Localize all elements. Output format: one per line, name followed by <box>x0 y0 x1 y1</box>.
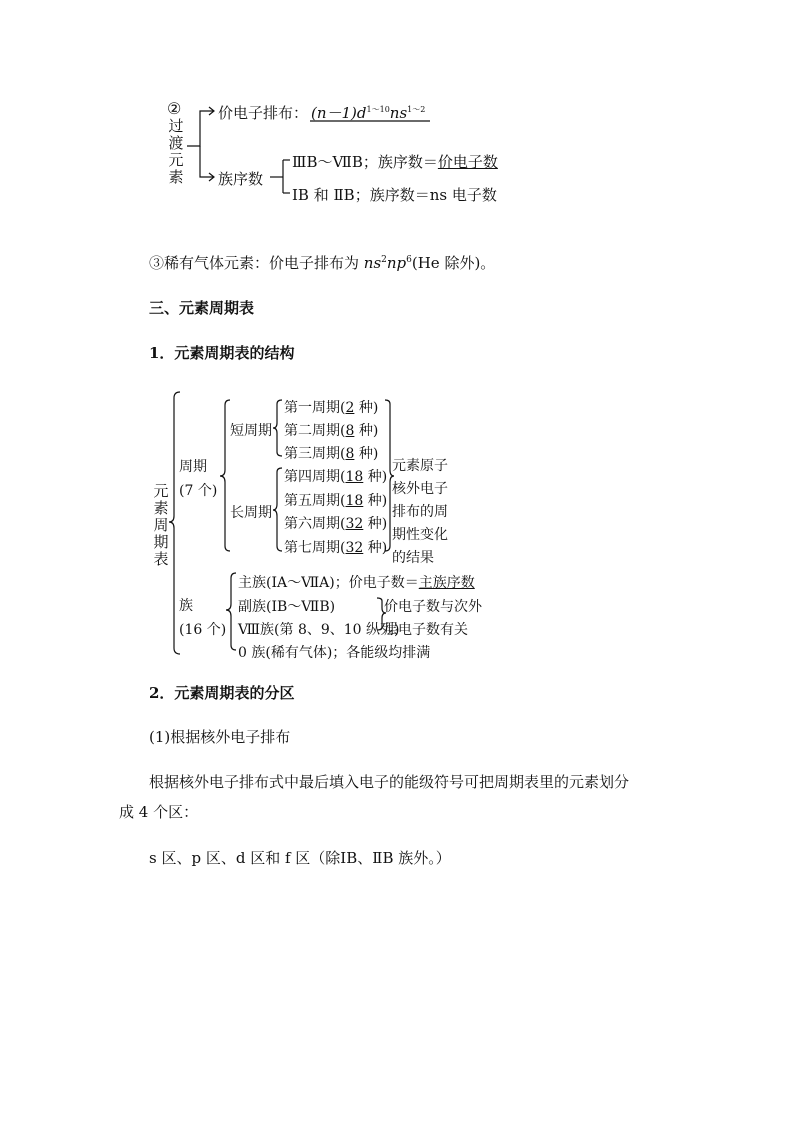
sub-group-row: 副族(ⅠB～ⅦB) <box>238 599 336 615</box>
long-period-label: 长周期 <box>230 505 272 521</box>
period-item-count: 32 <box>345 516 364 532</box>
periods-note-line-3: 排布的周 <box>392 504 448 520</box>
periods-note-line-5: 的结果 <box>392 550 434 566</box>
periods-note-line-1: 元素原子 <box>392 458 448 474</box>
period-item-count: 18 <box>345 469 364 485</box>
period-item-pre: 第七周期( <box>284 540 346 556</box>
period-item-pre: 第二周期( <box>284 423 346 439</box>
group-8-row: Ⅷ族(第 8、9、10 纵列) <box>238 622 400 638</box>
groups-note-line-1: 价电子数与次外 <box>384 599 482 615</box>
period-item-count: 2 <box>345 400 355 416</box>
long-period-item <box>284 537 387 557</box>
period-item-count: 18 <box>345 493 364 509</box>
main-group-text: 主族(ⅠA～ⅦA)；价电子数＝ <box>238 575 419 591</box>
transition-label-char-3: 元 <box>168 151 184 169</box>
period-item-count: 32 <box>345 540 364 556</box>
groups-note-line-2: 层电子数有关 <box>384 622 468 638</box>
noble-gas-suffix: (He 除外)。 <box>411 254 496 272</box>
group-row-1-prefix: ⅢB～ⅦB；族序数＝ <box>292 153 438 171</box>
short-period-item <box>284 397 378 417</box>
transition-number: ② <box>167 99 182 118</box>
period-item-pre: 第六周期( <box>284 516 346 532</box>
paragraph-partition-line-2: 成 4 个区： <box>119 803 199 821</box>
structure-root-char-3: 周 <box>153 516 169 534</box>
structure-root-char-4: 期 <box>153 533 169 551</box>
period-item-post: 种) <box>363 469 388 485</box>
long-period-item <box>284 466 387 486</box>
periods-note-line-2: 核外电子 <box>392 481 448 497</box>
period-item-count: 8 <box>345 423 355 439</box>
paragraph-electron-config: (1)根据核外电子排布 <box>149 728 291 746</box>
long-period-item <box>284 513 387 533</box>
group-title: 族序数 <box>218 170 264 188</box>
paragraph-blocks: s 区、p 区、d 区和 f 区（除ⅠB、ⅡB 族外。） <box>149 849 451 867</box>
groups-label: 族 <box>179 598 193 614</box>
valence-ns-term: ns <box>389 104 408 122</box>
period-item-post: 种) <box>354 446 379 462</box>
valence-d-term: (n－1)d <box>311 104 367 122</box>
structure-root-char-5: 表 <box>153 550 169 568</box>
periods-note-line-4: 期性变化 <box>392 527 448 543</box>
period-item-post: 种) <box>354 400 379 416</box>
period-item-pre: 第四周期( <box>284 469 346 485</box>
period-item-post: 种) <box>363 493 388 509</box>
transition-label-char-4: 素 <box>168 168 184 186</box>
main-group-underlined: 主族序数 <box>418 575 475 591</box>
valence-sup-ns: 1～2 <box>407 105 426 114</box>
noble-gas-ns: ns <box>363 254 382 272</box>
periods-label: 周期 <box>179 459 207 475</box>
noble-gas-sup-2: 2 <box>381 255 387 265</box>
group-row-1-underlined: 价电子数 <box>437 153 498 171</box>
structure-root-char-2: 素 <box>153 499 169 517</box>
valence-title: 价电子排布： <box>218 104 309 122</box>
period-item-pre: 第一周期( <box>284 400 346 416</box>
group-0-row: 0 族(稀有气体)；各能级均排满 <box>238 645 431 661</box>
period-item-pre: 第三周期( <box>284 446 346 462</box>
short-period-label: 短周期 <box>230 423 272 439</box>
long-period-item <box>284 490 387 510</box>
noble-gas-sup-6: 6 <box>406 255 412 265</box>
section-3-title: 三、元素周期表 <box>149 299 255 317</box>
groups-count: (16 个) <box>179 622 227 638</box>
subsection-2-title: 2．元素周期表的分区 <box>149 684 295 702</box>
period-item-post: 种) <box>363 516 388 532</box>
short-period-item <box>284 443 378 463</box>
periods-count: (7 个) <box>179 483 218 499</box>
transition-label-char-1: 过 <box>168 117 184 135</box>
structure-root-char-1: 元 <box>153 482 169 500</box>
period-item-post: 种) <box>363 540 388 556</box>
valence-sup-d: 1～10 <box>366 105 390 114</box>
group-row-2: ⅠB 和 ⅡB；族序数＝ns 电子数 <box>292 186 497 204</box>
noble-gas-prefix: ③稀有气体元素：价电子排布为 <box>149 254 364 272</box>
short-period-item <box>284 420 378 440</box>
period-item-count: 8 <box>345 446 355 462</box>
period-item-pre: 第五周期( <box>284 493 346 509</box>
transition-label-char-2: 渡 <box>168 134 184 152</box>
subsection-1-title: 1．元素周期表的结构 <box>149 344 295 362</box>
paragraph-partition-line-1: 根据核外电子排布式中最后填入电子的能级符号可把周期表里的元素划分 <box>149 773 630 791</box>
noble-gas-np: np <box>386 254 407 272</box>
period-item-post: 种) <box>354 423 379 439</box>
main-group-row <box>238 572 475 592</box>
